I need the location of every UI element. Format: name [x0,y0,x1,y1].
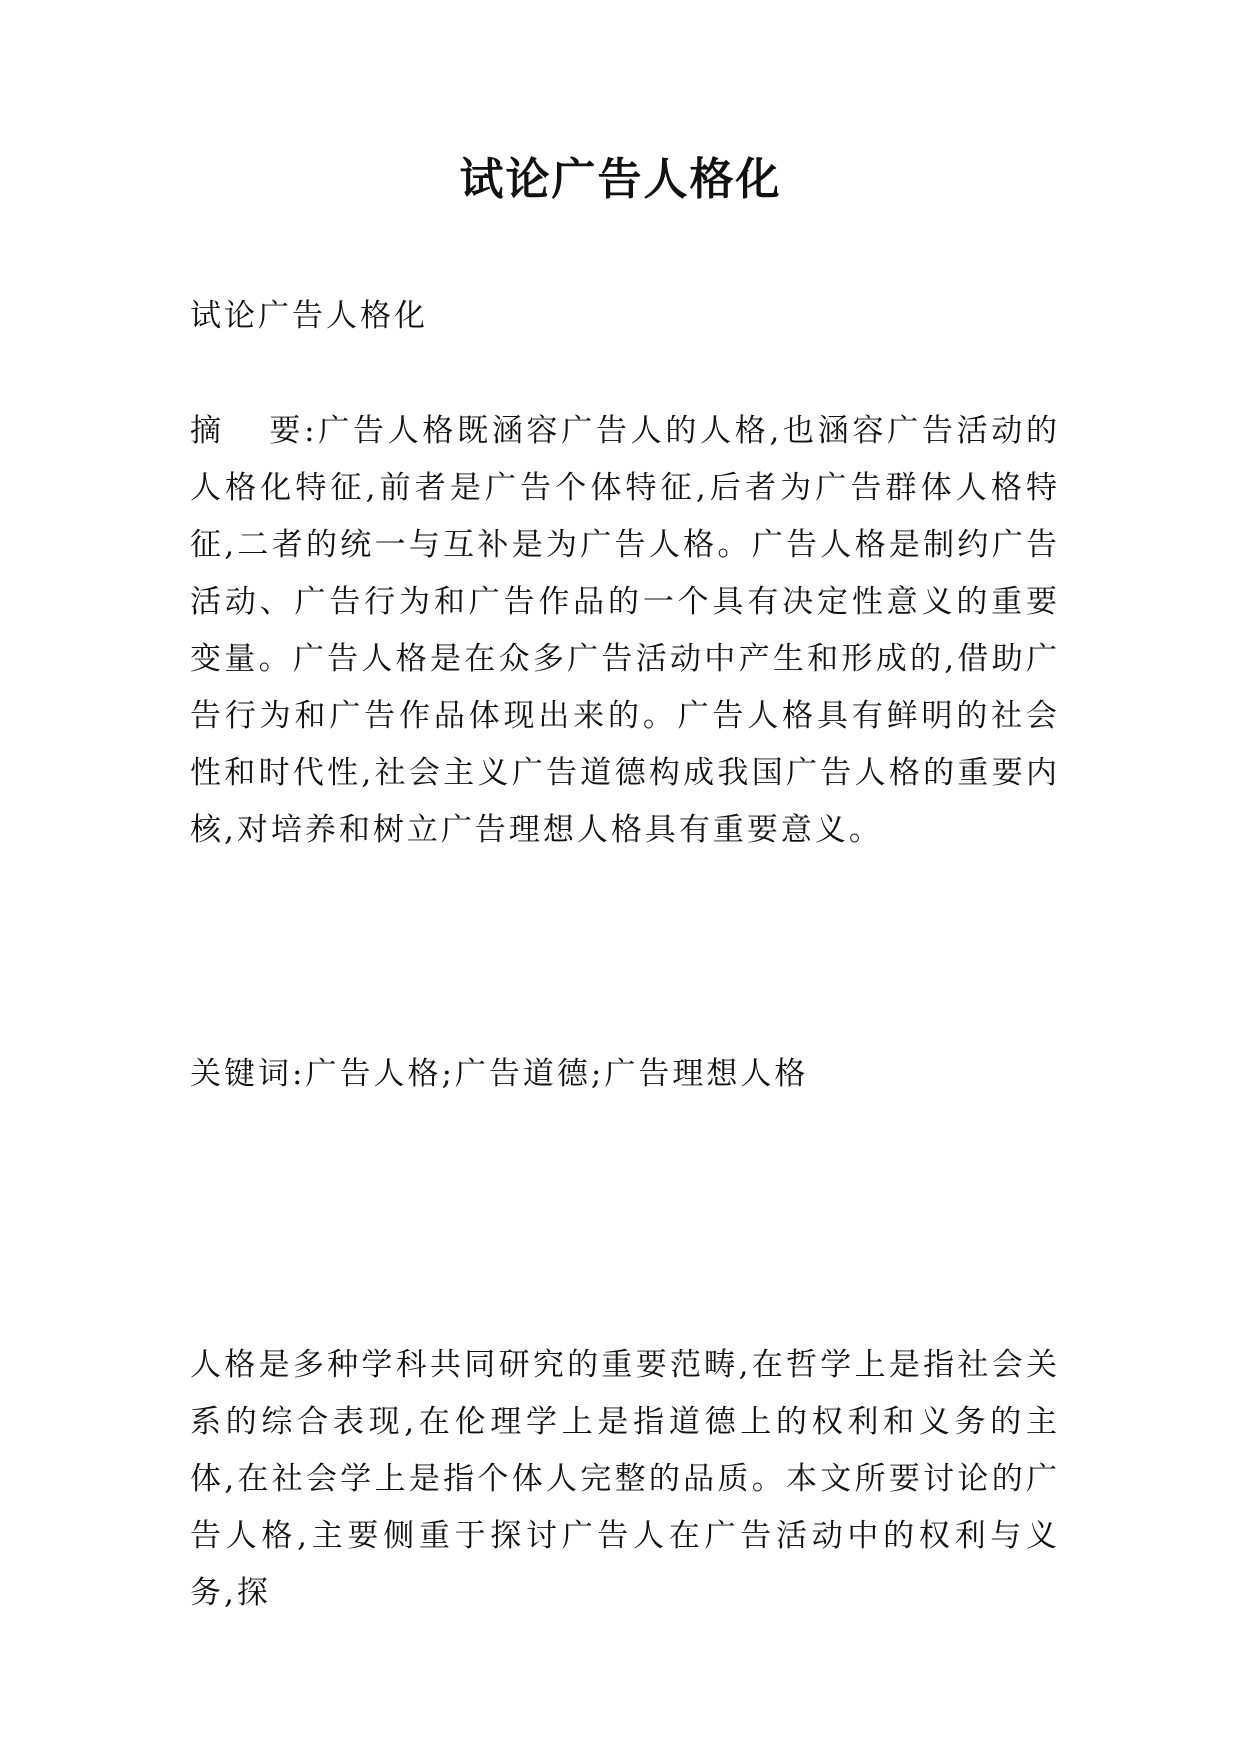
abstract-label-second: 要: [268,413,318,449]
keywords-line [190,1046,1060,1103]
body-paragraph: 人格是多种学科共同研究的重要范畴,在哲学上是指社会关系的综合表现,在伦理学上是指道德上的权利和义务的主体,在社会学上是指个体人完整的品质。本文所要讨论的广告人格,主要侧重于探讨广告人在广告活动中的权利与义务,探 [190,1347,1060,1611]
abstract-text: 广告人格既涵容广告人的人格,也涵容广告活动的人格化特征,前者是广告个体特征,后者为广告群体人格特征,二者的统一与互补是为广告人格。广告人格是制约广告活动、广告行为和广告作品的一个具有决定性意义的重要变量。广告人格是在众多广告活动中产生和形成的,借助广告行为和广告作品体现出来的。广告人格具有鲜明的社会性和时代性,社会主义广告道德构成我国广告人格的重要内核,对培养和树立广告理想人格具有重要意义。 [190,413,1060,848]
document-title: 试论广告人格化 [459,154,782,205]
abstract-label-first: 摘 [190,413,225,449]
keywords-text: 广告人格;广告道德;广告理想人格 [305,1056,809,1092]
keywords-label: 关键词: [190,1056,306,1092]
document-subtitle: 试论广告人格化 [190,298,428,334]
abstract-paragraph [190,403,1060,859]
